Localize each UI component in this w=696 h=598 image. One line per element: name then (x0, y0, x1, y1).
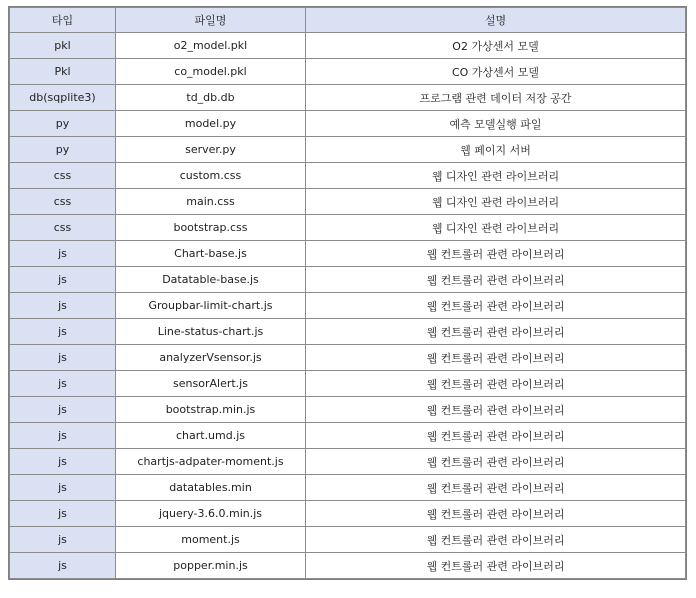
description-cell: 웹 컨트롤러 관련 라이브러리 (306, 449, 686, 475)
filename-cell: server.py (116, 137, 306, 163)
table-row (10, 501, 686, 527)
table-row (10, 241, 686, 267)
table-row (10, 397, 686, 423)
description-cell: 웹 컨트롤러 관련 라이브러리 (306, 423, 686, 449)
filename-cell: td_db.db (116, 85, 306, 111)
type-cell: js (10, 475, 116, 501)
table-row (10, 267, 686, 293)
filename-cell: bootstrap.min.js (116, 397, 306, 423)
table-row (10, 59, 686, 85)
type-cell: js (10, 553, 116, 579)
filename-cell: jquery-3.6.0.min.js (116, 501, 306, 527)
description-cell: 웹 컨트롤러 관련 라이브러리 (306, 293, 686, 319)
table-row (10, 33, 686, 59)
table-row (10, 449, 686, 475)
type-cell: js (10, 423, 116, 449)
description-cell: 웹 컨트롤러 관련 라이브러리 (306, 319, 686, 345)
type-cell: js (10, 267, 116, 293)
type-cell: Pkl (10, 59, 116, 85)
type-cell: css (10, 215, 116, 241)
filename-cell: analyzerVsensor.js (116, 345, 306, 371)
filename-cell: custom.css (116, 163, 306, 189)
type-cell: js (10, 293, 116, 319)
type-cell: js (10, 241, 116, 267)
description-cell: 웹 컨트롤러 관련 라이브러리 (306, 527, 686, 553)
filename-cell: Groupbar-limit-chart.js (116, 293, 306, 319)
description-cell: 웹 컨트롤러 관련 라이브러리 (306, 501, 686, 527)
header-row (10, 8, 686, 33)
filename-cell: chart.umd.js (116, 423, 306, 449)
type-cell: js (10, 449, 116, 475)
type-cell: py (10, 111, 116, 137)
type-cell: js (10, 345, 116, 371)
table-row (10, 319, 686, 345)
table-row (10, 371, 686, 397)
table-row (10, 293, 686, 319)
header-filename: 파일명 (116, 8, 306, 33)
table-header (10, 8, 686, 33)
table-row (10, 423, 686, 449)
table-row (10, 85, 686, 111)
filename-cell: o2_model.pkl (116, 33, 306, 59)
description-cell: CO 가상센서 모델 (306, 59, 686, 85)
table-row (10, 137, 686, 163)
file-table (9, 7, 686, 579)
table-row (10, 163, 686, 189)
filename-cell: Datatable-base.js (116, 267, 306, 293)
description-cell: 웹 컨트롤러 관련 라이브러리 (306, 371, 686, 397)
description-cell: 웹 컨트롤러 관련 라이브러리 (306, 267, 686, 293)
type-cell: js (10, 527, 116, 553)
type-cell: js (10, 397, 116, 423)
header-description: 설명 (306, 8, 686, 33)
description-cell: 웹 컨트롤러 관련 라이브러리 (306, 475, 686, 501)
table-row (10, 345, 686, 371)
type-cell: css (10, 163, 116, 189)
type-cell: py (10, 137, 116, 163)
table-row (10, 553, 686, 579)
filename-cell: popper.min.js (116, 553, 306, 579)
description-cell: 웹 디자인 관련 라이브러리 (306, 189, 686, 215)
filename-cell: datatables.min (116, 475, 306, 501)
type-cell: js (10, 319, 116, 345)
table-row (10, 111, 686, 137)
header-type: 타입 (10, 8, 116, 33)
type-cell: css (10, 189, 116, 215)
filename-cell: bootstrap.css (116, 215, 306, 241)
description-cell: 프로그램 관련 데이터 저장 공간 (306, 85, 686, 111)
table-row (10, 189, 686, 215)
filename-cell: sensorAlert.js (116, 371, 306, 397)
description-cell: 웹 디자인 관련 라이브러리 (306, 163, 686, 189)
filename-cell: co_model.pkl (116, 59, 306, 85)
description-cell: 웹 디자인 관련 라이브러리 (306, 215, 686, 241)
filename-cell: Line-status-chart.js (116, 319, 306, 345)
description-cell: 웹 페이지 서버 (306, 137, 686, 163)
description-cell: 웹 컨트롤러 관련 라이브러리 (306, 553, 686, 579)
table-row (10, 475, 686, 501)
filename-cell: chartjs-adpater-moment.js (116, 449, 306, 475)
description-cell: 웹 컨트롤러 관련 라이브러리 (306, 397, 686, 423)
description-cell: 예측 모델실행 파일 (306, 111, 686, 137)
description-cell: O2 가상센서 모델 (306, 33, 686, 59)
table-body (10, 33, 686, 579)
type-cell: js (10, 371, 116, 397)
filename-cell: main.css (116, 189, 306, 215)
type-cell: js (10, 501, 116, 527)
table-row (10, 215, 686, 241)
table-row (10, 527, 686, 553)
filename-cell: moment.js (116, 527, 306, 553)
file-table-frame (8, 6, 687, 580)
description-cell: 웹 컨트롤러 관련 라이브러리 (306, 345, 686, 371)
filename-cell: model.py (116, 111, 306, 137)
description-cell: 웹 컨트롤러 관련 라이브러리 (306, 241, 686, 267)
type-cell: pkl (10, 33, 116, 59)
filename-cell: Chart-base.js (116, 241, 306, 267)
type-cell: db(sqplite3) (10, 85, 116, 111)
